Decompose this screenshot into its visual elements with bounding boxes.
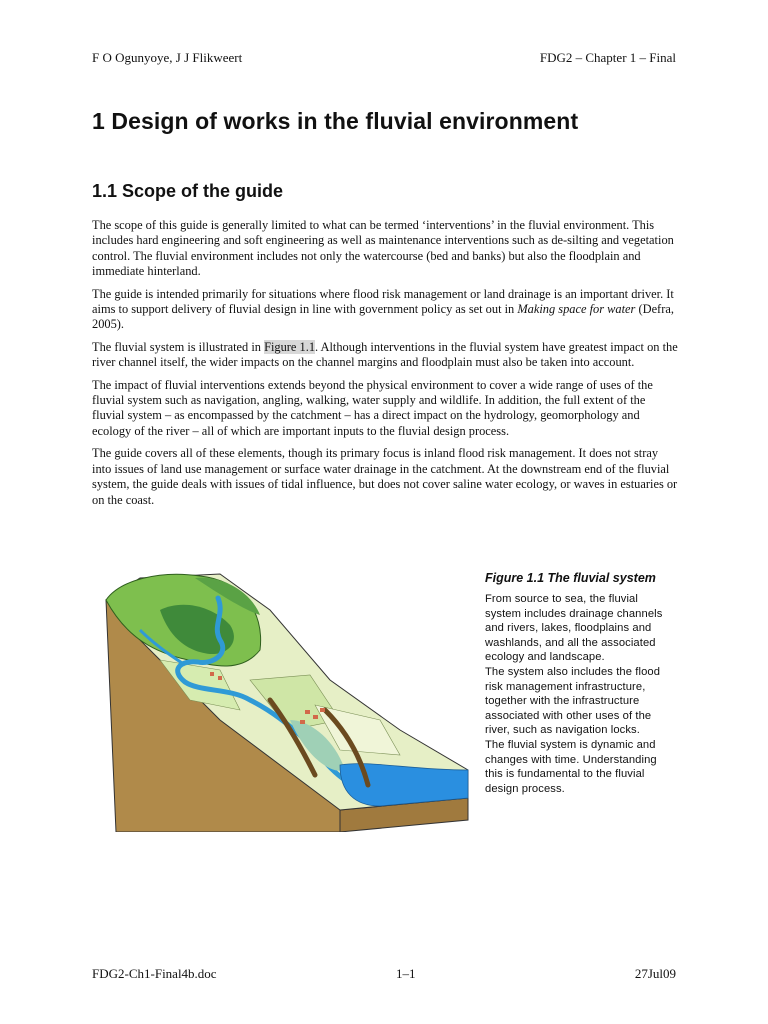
header-authors: F O Ogunyoye, J J Flikweert: [92, 50, 243, 65]
page-header: [92, 50, 676, 66]
paragraph-3: [92, 340, 680, 371]
paragraph-5: The guide covers all of these elements, though its primary focus is inland flood risk management. It does not stray into issues of land use management or surface water drainage in the catchment. At the downstream end of the fluvial system, the guide deals with issues of tidal influence, but does not cover saline water ecology, or waves in estuaries or on the coast.: [92, 446, 678, 507]
paragraph-3-text-b: . Although interventions in the fluvial system have greatest impact on the river channel itself, the wider impacts on the channel margins and floodplain must also be taken into account.: [92, 339, 678, 370]
figure-cross-reference[interactable]: Figure 1.1: [264, 339, 316, 354]
fluvial-system-illustration: [100, 570, 470, 832]
paragraph-2-text-b: (Defra, 2005).: [92, 302, 674, 332]
paragraph-2: [92, 287, 680, 333]
paragraph-4: The impact of fluvial interventions extends beyond the physical environment to cover a wide range of uses of the fluvial system such as navigation, angling, walking, water supply and wildlife. In addition, the full extent of the fluvial system – as encompassed by the catchment – has a direct impact on the hydrology, geomorphology and ecology of the river – all of which are important inputs to the fluvial design process.: [92, 377, 653, 438]
page-footer: [92, 966, 676, 982]
chapter-title: 1 Design of works in the fluvial environment: [92, 108, 579, 134]
paragraph-1: The scope of this guide is generally limited to what can be termed ‘interventions’ in the fluvial environment. This includes hard engineering and soft engineering as well as maintenance interventions such as de-silting and vegetation control. The fluvial environment includes not only the watercourse (bed and banks) but also the floodplain and immediate hinterland.: [92, 218, 674, 279]
footer-date: 27Jul09: [634, 966, 676, 981]
figure-caption-paragraph: The fluvial system is dynamic and changes with time. Understanding this is fundamental to the fluvial design process.: [485, 738, 657, 795]
figure-caption-paragraph: From source to sea, the fluvial system includes drainage channels and rivers, lakes, floodplains and washlands, and all the associated ecology and landscape.: [485, 593, 663, 664]
paragraph-2-text-a: The guide is intended primarily for situations where flood risk management or land drainage is an important driver. It aims to support delivery of fluvial design in line with government policy as set out in: [92, 286, 674, 317]
section-title: 1.1 Scope of the guide: [92, 181, 284, 201]
estuary-sea: [340, 764, 468, 806]
paragraph-3-text-a: The fluvial system is illustrated in: [92, 339, 265, 354]
footer-page-number: 1–1: [395, 966, 416, 981]
footer-filename: FDG2-Ch1-Final4b.doc: [92, 966, 217, 981]
figure-caption-title: Figure 1.1 The fluvial system: [485, 571, 656, 585]
figure-caption-paragraph: The system also includes the flood risk management infrastructure, together with the infrastructure associated with other uses of the river, such as navigation locks.: [485, 665, 661, 737]
body-text: [92, 218, 680, 515]
header-doc-ref: FDG2 – Chapter 1 – Final: [539, 50, 676, 65]
figure-caption: [485, 571, 675, 796]
publication-title: Making space for water: [517, 302, 636, 317]
